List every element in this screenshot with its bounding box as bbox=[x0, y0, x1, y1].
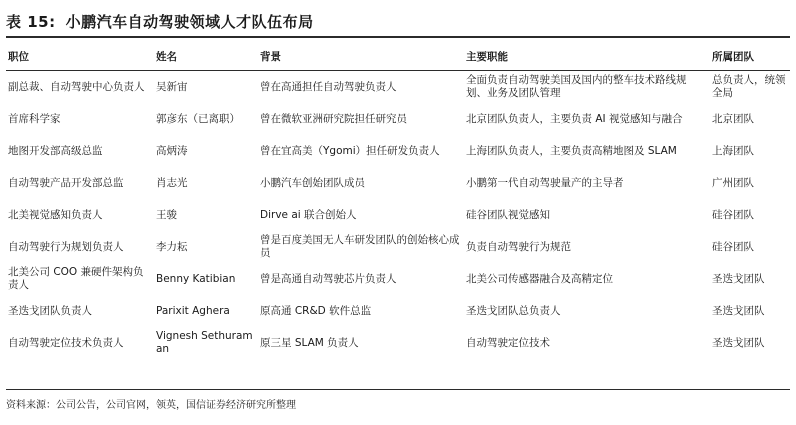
cell-team: 北京团队 bbox=[712, 112, 754, 125]
cell-position: 北美视觉感知负责人 bbox=[8, 208, 103, 221]
cell-main-duty: 北京团队负责人，主要负责 AI 视觉感知与融合 bbox=[466, 112, 683, 125]
cell-position: 圣迭戈团队负责人 bbox=[8, 304, 92, 317]
cell-position: 北美公司 COO 兼硬件架构负责人 bbox=[8, 266, 144, 291]
table-row bbox=[6, 71, 790, 104]
cell-background: 原高通 CR&D 软件总监 bbox=[260, 304, 372, 317]
cell-name: 吴新宙 bbox=[156, 80, 188, 93]
cell-main-duty: 小鹏第一代自动驾驶量产的主导者 bbox=[466, 176, 624, 189]
header-name: 姓名 bbox=[154, 42, 258, 71]
cell-position: 自动驾驶行为规划负责人 bbox=[8, 240, 124, 253]
cell-main-duty: 负责自动驾驶行为规范 bbox=[466, 240, 571, 253]
cell-main-duty: 全面负责自动驾驶美国及国内的整车技术路线规划、业务及团队管理 bbox=[466, 74, 687, 99]
table-title: 小鹏汽车自动驾驶领域人才队伍布局 bbox=[65, 12, 314, 31]
table-header-row bbox=[6, 42, 790, 71]
cell-background: 曾在微软亚洲研究院担任研究员 bbox=[260, 112, 407, 125]
header-main-duty: 主要职能 bbox=[464, 42, 710, 71]
cell-position: 首席科学家 bbox=[8, 112, 61, 125]
cell-team: 上海团队 bbox=[712, 144, 754, 157]
cell-background: 曾在高通担任自动驾驶负责人 bbox=[260, 80, 397, 93]
header-position: 职位 bbox=[6, 42, 154, 71]
cell-name: Vignesh Sethuraman bbox=[156, 330, 253, 355]
table-number: 表 15: bbox=[6, 12, 56, 31]
table-row bbox=[6, 135, 790, 167]
cell-team: 硅谷团队 bbox=[712, 240, 754, 253]
table-caption bbox=[6, 6, 790, 38]
cell-background: 曾是百度美国无人车研发团队的创始核心成员 bbox=[260, 234, 460, 259]
table-row bbox=[6, 295, 790, 327]
cell-team: 总负责人，统领全局 bbox=[712, 74, 786, 99]
cell-background: 小鹏汽车创始团队成员 bbox=[260, 176, 365, 189]
cell-team: 圣迭戈团队 bbox=[712, 336, 765, 349]
cell-team: 圣迭戈团队 bbox=[712, 272, 765, 285]
cell-main-duty: 自动驾驶定位技术 bbox=[466, 336, 550, 349]
cell-main-duty: 圣迭戈团队总负责人 bbox=[466, 304, 561, 317]
table-row bbox=[6, 167, 790, 199]
cell-name: 王骏 bbox=[156, 208, 177, 221]
cell-main-duty: 上海团队负责人，主要负责高精地图及 SLAM bbox=[466, 144, 677, 157]
table-row bbox=[6, 231, 790, 263]
cell-main-duty: 硅谷团队视觉感知 bbox=[466, 208, 550, 221]
cell-team: 硅谷团队 bbox=[712, 208, 754, 221]
cell-background: 原三星 SLAM 负责人 bbox=[260, 336, 359, 349]
cell-position: 副总裁、自动驾驶中心负责人 bbox=[8, 80, 145, 93]
cell-background: 曾是高通自动驾驶芯片负责人 bbox=[260, 272, 397, 285]
cell-team: 广州团队 bbox=[712, 176, 754, 189]
cell-name: 李力耘 bbox=[156, 240, 188, 253]
cell-position: 地图开发部高级总监 bbox=[8, 144, 103, 157]
cell-background: 曾在宜高美（Ygomi）担任研发负责人 bbox=[260, 144, 440, 157]
cell-name: 高炳涛 bbox=[156, 144, 188, 157]
cell-name: Parixit Aghera bbox=[156, 304, 230, 317]
cell-name: Benny Katibian bbox=[156, 272, 236, 285]
cell-name: 肖志光 bbox=[156, 176, 188, 189]
cell-team: 圣迭戈团队 bbox=[712, 304, 765, 317]
table-row bbox=[6, 263, 790, 295]
talent-table bbox=[6, 42, 790, 359]
cell-position: 自动驾驶产品开发部总监 bbox=[8, 176, 124, 189]
cell-name: 郭彦东（已离职） bbox=[156, 112, 240, 125]
source-note: 资料来源：公司公告，公司官网，领英，国信证券经济研究所整理 bbox=[6, 389, 790, 411]
cell-main-duty: 北美公司传感器融合及高精定位 bbox=[466, 272, 613, 285]
cell-position: 自动驾驶定位技术负责人 bbox=[8, 336, 124, 349]
cell-background: Dirve ai 联合创始人 bbox=[260, 208, 357, 221]
header-background: 背景 bbox=[258, 42, 464, 71]
table-row bbox=[6, 103, 790, 135]
header-team: 所属团队 bbox=[710, 42, 790, 71]
table-row bbox=[6, 327, 790, 359]
table-row bbox=[6, 199, 790, 231]
